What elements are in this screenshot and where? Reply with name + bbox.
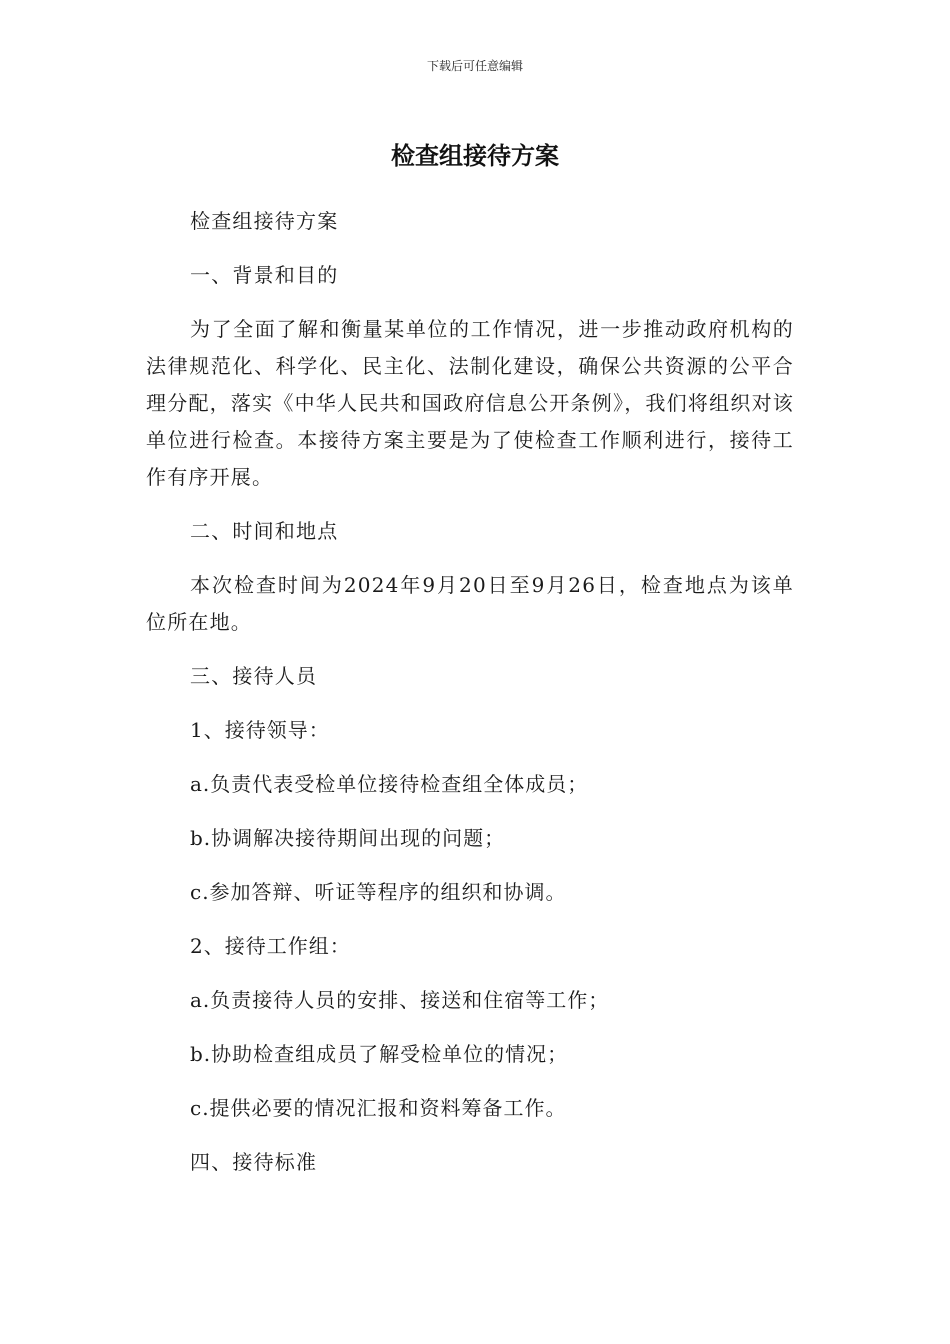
subheading-work-group: 2、接待工作组： [190,934,351,958]
list-item: c.提供必要的情况汇报和资料筹备工作。 [190,1096,567,1120]
header-note: 下载后可任意编辑 [426,59,523,73]
list-item: b.协调解决接待期间出现的问题； [190,826,506,850]
section-heading-standards: 四、接待标准 [190,1150,318,1174]
section-heading-background: 一、背景和目的 [190,263,339,287]
document-body [146,203,794,1198]
document-title: 检查组接待方案 [391,142,559,170]
paragraph-subtitle: 检查组接待方案 [190,209,339,233]
list-item: b.协助检查组成员了解受检单位的情况； [190,1042,569,1066]
list-item: a.负责代表受检单位接待检查组全体成员； [190,772,589,796]
list-item: c.参加答辩、听证等程序的组织和协调。 [190,880,567,904]
paragraph-time-place: 本次检查时间为2024年9月20日至9月26日，检查地点为该单位所在地。 [146,573,794,634]
section-heading-time-place: 二、时间和地点 [190,519,339,543]
subheading-leaders: 1、接待领导： [190,718,330,742]
list-item: a.负责接待人员的安排、接送和住宿等工作； [190,988,610,1012]
paragraph-background: 为了全面了解和衡量某单位的工作情况，进一步推动政府机构的法律规范化、科学化、民主化、法制化建设，确保公共资源的公平合理分配，落实《中华人民共和国政府信息公开条例》，我们将组织对该单位进行检查。本接待方案主要是为了使检查工作顺利进行，接待工作有序开展。 [146,317,794,489]
section-heading-staff: 三、接待人员 [190,664,318,688]
